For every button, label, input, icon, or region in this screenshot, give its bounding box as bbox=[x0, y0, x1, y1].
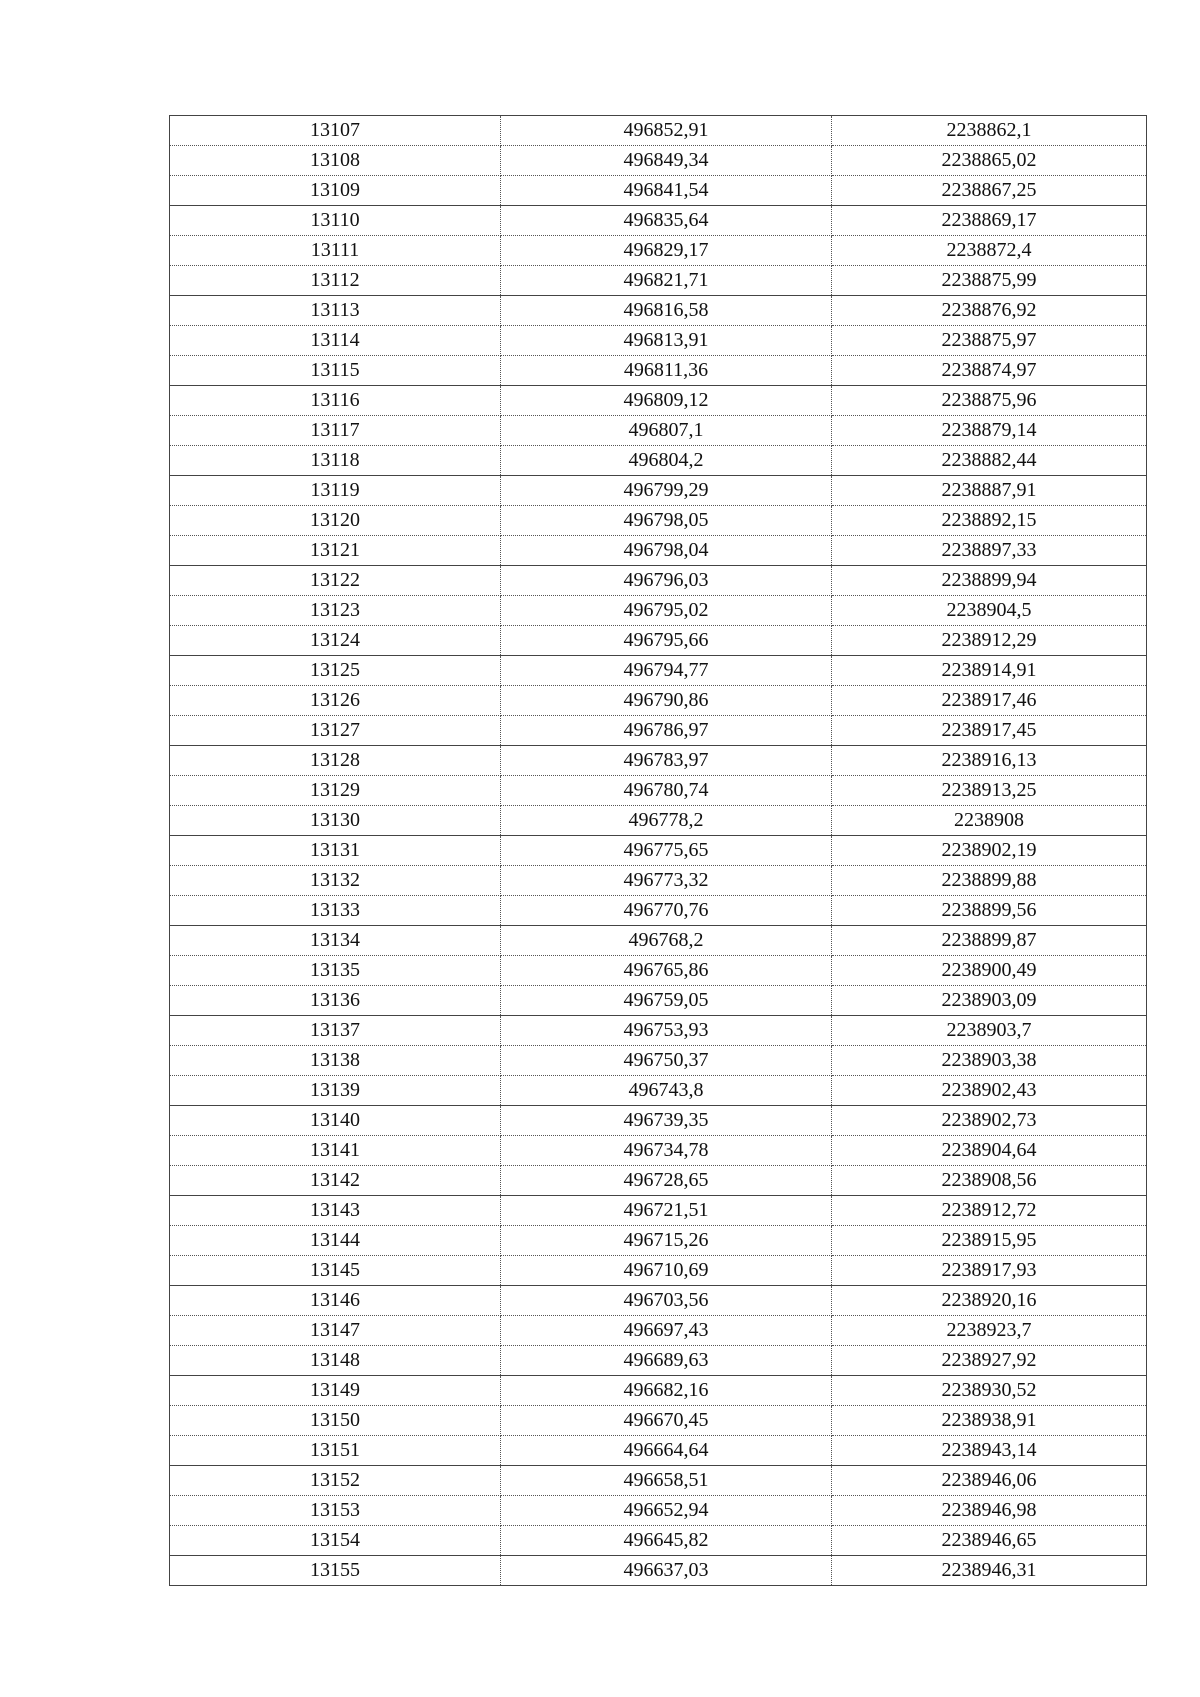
y-coordinate-cell: 2238927,92 bbox=[832, 1346, 1147, 1376]
table-row bbox=[170, 746, 1147, 776]
point-number-cell: 13141 bbox=[170, 1136, 501, 1166]
x-coordinate-cell: 496780,74 bbox=[501, 776, 832, 806]
x-coordinate-cell: 496795,02 bbox=[501, 596, 832, 626]
y-coordinate-cell: 2238917,45 bbox=[832, 716, 1147, 746]
y-coordinate-cell: 2238865,02 bbox=[832, 146, 1147, 176]
point-number-cell: 13118 bbox=[170, 446, 501, 476]
point-number-cell: 13124 bbox=[170, 626, 501, 656]
y-coordinate-cell: 2238938,91 bbox=[832, 1406, 1147, 1436]
point-number-cell: 13107 bbox=[170, 116, 501, 146]
x-coordinate-cell: 496809,12 bbox=[501, 386, 832, 416]
x-coordinate-cell: 496703,56 bbox=[501, 1286, 832, 1316]
point-number-cell: 13145 bbox=[170, 1256, 501, 1286]
table-row bbox=[170, 626, 1147, 656]
y-coordinate-cell: 2238899,56 bbox=[832, 896, 1147, 926]
x-coordinate-cell: 496739,35 bbox=[501, 1106, 832, 1136]
table-row bbox=[170, 956, 1147, 986]
y-coordinate-cell: 2238904,64 bbox=[832, 1136, 1147, 1166]
point-number-cell: 13155 bbox=[170, 1556, 501, 1586]
point-number-cell: 13110 bbox=[170, 206, 501, 236]
y-coordinate-cell: 2238946,31 bbox=[832, 1556, 1147, 1586]
table-row bbox=[170, 866, 1147, 896]
x-coordinate-cell: 496775,65 bbox=[501, 836, 832, 866]
table-row bbox=[170, 356, 1147, 386]
x-coordinate-cell: 496804,2 bbox=[501, 446, 832, 476]
x-coordinate-cell: 496743,8 bbox=[501, 1076, 832, 1106]
point-number-cell: 13122 bbox=[170, 566, 501, 596]
y-coordinate-cell: 2238899,87 bbox=[832, 926, 1147, 956]
y-coordinate-cell: 2238892,15 bbox=[832, 506, 1147, 536]
point-number-cell: 13114 bbox=[170, 326, 501, 356]
y-coordinate-cell: 2238923,7 bbox=[832, 1316, 1147, 1346]
point-number-cell: 13140 bbox=[170, 1106, 501, 1136]
x-coordinate-cell: 496652,94 bbox=[501, 1496, 832, 1526]
x-coordinate-cell: 496852,91 bbox=[501, 116, 832, 146]
table-row bbox=[170, 926, 1147, 956]
point-number-cell: 13129 bbox=[170, 776, 501, 806]
x-coordinate-cell: 496807,1 bbox=[501, 416, 832, 446]
y-coordinate-cell: 2238943,14 bbox=[832, 1436, 1147, 1466]
table-row bbox=[170, 1466, 1147, 1496]
coordinate-table-body bbox=[170, 116, 1147, 1586]
y-coordinate-cell: 2238899,94 bbox=[832, 566, 1147, 596]
x-coordinate-cell: 496734,78 bbox=[501, 1136, 832, 1166]
point-number-cell: 13112 bbox=[170, 266, 501, 296]
point-number-cell: 13120 bbox=[170, 506, 501, 536]
x-coordinate-cell: 496790,86 bbox=[501, 686, 832, 716]
x-coordinate-cell: 496811,36 bbox=[501, 356, 832, 386]
point-number-cell: 13149 bbox=[170, 1376, 501, 1406]
table-row bbox=[170, 1316, 1147, 1346]
y-coordinate-cell: 2238915,95 bbox=[832, 1226, 1147, 1256]
table-row bbox=[170, 776, 1147, 806]
y-coordinate-cell: 2238872,4 bbox=[832, 236, 1147, 266]
point-number-cell: 13144 bbox=[170, 1226, 501, 1256]
x-coordinate-cell: 496798,04 bbox=[501, 536, 832, 566]
x-coordinate-cell: 496715,26 bbox=[501, 1226, 832, 1256]
table-row bbox=[170, 986, 1147, 1016]
table-row bbox=[170, 476, 1147, 506]
point-number-cell: 13139 bbox=[170, 1076, 501, 1106]
point-number-cell: 13108 bbox=[170, 146, 501, 176]
table-row bbox=[170, 1076, 1147, 1106]
y-coordinate-cell: 2238914,91 bbox=[832, 656, 1147, 686]
y-coordinate-cell: 2238916,13 bbox=[832, 746, 1147, 776]
y-coordinate-cell: 2238912,29 bbox=[832, 626, 1147, 656]
table-row bbox=[170, 146, 1147, 176]
point-number-cell: 13137 bbox=[170, 1016, 501, 1046]
y-coordinate-cell: 2238908 bbox=[832, 806, 1147, 836]
x-coordinate-cell: 496768,2 bbox=[501, 926, 832, 956]
x-coordinate-cell: 496710,69 bbox=[501, 1256, 832, 1286]
table-row bbox=[170, 1376, 1147, 1406]
table-row bbox=[170, 716, 1147, 746]
table-row bbox=[170, 596, 1147, 626]
x-coordinate-cell: 496697,43 bbox=[501, 1316, 832, 1346]
x-coordinate-cell: 496658,51 bbox=[501, 1466, 832, 1496]
x-coordinate-cell: 496773,32 bbox=[501, 866, 832, 896]
table-row bbox=[170, 1556, 1147, 1586]
y-coordinate-cell: 2238867,25 bbox=[832, 176, 1147, 206]
table-row bbox=[170, 656, 1147, 686]
y-coordinate-cell: 2238946,06 bbox=[832, 1466, 1147, 1496]
point-number-cell: 13117 bbox=[170, 416, 501, 446]
table-row bbox=[170, 836, 1147, 866]
x-coordinate-cell: 496798,05 bbox=[501, 506, 832, 536]
table-row bbox=[170, 1496, 1147, 1526]
table-row bbox=[170, 326, 1147, 356]
x-coordinate-cell: 496670,45 bbox=[501, 1406, 832, 1436]
point-number-cell: 13115 bbox=[170, 356, 501, 386]
point-number-cell: 13154 bbox=[170, 1526, 501, 1556]
point-number-cell: 13130 bbox=[170, 806, 501, 836]
x-coordinate-cell: 496796,03 bbox=[501, 566, 832, 596]
point-number-cell: 13150 bbox=[170, 1406, 501, 1436]
point-number-cell: 13132 bbox=[170, 866, 501, 896]
x-coordinate-cell: 496721,51 bbox=[501, 1196, 832, 1226]
table-row bbox=[170, 1346, 1147, 1376]
table-row bbox=[170, 1046, 1147, 1076]
y-coordinate-cell: 2238903,09 bbox=[832, 986, 1147, 1016]
x-coordinate-cell: 496765,86 bbox=[501, 956, 832, 986]
point-number-cell: 13152 bbox=[170, 1466, 501, 1496]
point-number-cell: 13153 bbox=[170, 1496, 501, 1526]
y-coordinate-cell: 2238904,5 bbox=[832, 596, 1147, 626]
x-coordinate-cell: 496778,2 bbox=[501, 806, 832, 836]
table-row bbox=[170, 1016, 1147, 1046]
y-coordinate-cell: 2238902,43 bbox=[832, 1076, 1147, 1106]
point-number-cell: 13136 bbox=[170, 986, 501, 1016]
point-number-cell: 13127 bbox=[170, 716, 501, 746]
point-number-cell: 13131 bbox=[170, 836, 501, 866]
table-row bbox=[170, 206, 1147, 236]
x-coordinate-cell: 496645,82 bbox=[501, 1526, 832, 1556]
y-coordinate-cell: 2238875,96 bbox=[832, 386, 1147, 416]
y-coordinate-cell: 2238902,19 bbox=[832, 836, 1147, 866]
y-coordinate-cell: 2238946,65 bbox=[832, 1526, 1147, 1556]
x-coordinate-cell: 496637,03 bbox=[501, 1556, 832, 1586]
point-number-cell: 13113 bbox=[170, 296, 501, 326]
table-row bbox=[170, 1436, 1147, 1466]
y-coordinate-cell: 2238869,17 bbox=[832, 206, 1147, 236]
x-coordinate-cell: 496753,93 bbox=[501, 1016, 832, 1046]
point-number-cell: 13121 bbox=[170, 536, 501, 566]
y-coordinate-cell: 2238879,14 bbox=[832, 416, 1147, 446]
y-coordinate-cell: 2238862,1 bbox=[832, 116, 1147, 146]
table-row bbox=[170, 386, 1147, 416]
point-number-cell: 13123 bbox=[170, 596, 501, 626]
y-coordinate-cell: 2238903,38 bbox=[832, 1046, 1147, 1076]
y-coordinate-cell: 2238897,33 bbox=[832, 536, 1147, 566]
y-coordinate-cell: 2238900,49 bbox=[832, 956, 1147, 986]
table-row bbox=[170, 1226, 1147, 1256]
x-coordinate-cell: 496750,37 bbox=[501, 1046, 832, 1076]
point-number-cell: 13125 bbox=[170, 656, 501, 686]
table-row bbox=[170, 536, 1147, 566]
x-coordinate-cell: 496689,63 bbox=[501, 1346, 832, 1376]
y-coordinate-cell: 2238917,46 bbox=[832, 686, 1147, 716]
y-coordinate-cell: 2238903,7 bbox=[832, 1016, 1147, 1046]
y-coordinate-cell: 2238874,97 bbox=[832, 356, 1147, 386]
y-coordinate-cell: 2238875,99 bbox=[832, 266, 1147, 296]
table-row bbox=[170, 1256, 1147, 1286]
x-coordinate-cell: 496799,29 bbox=[501, 476, 832, 506]
y-coordinate-cell: 2238887,91 bbox=[832, 476, 1147, 506]
point-number-cell: 13126 bbox=[170, 686, 501, 716]
table-row bbox=[170, 1136, 1147, 1166]
table-row bbox=[170, 176, 1147, 206]
point-number-cell: 13133 bbox=[170, 896, 501, 926]
table-row bbox=[170, 1196, 1147, 1226]
x-coordinate-cell: 496813,91 bbox=[501, 326, 832, 356]
y-coordinate-cell: 2238920,16 bbox=[832, 1286, 1147, 1316]
x-coordinate-cell: 496795,66 bbox=[501, 626, 832, 656]
point-number-cell: 13135 bbox=[170, 956, 501, 986]
point-number-cell: 13109 bbox=[170, 176, 501, 206]
y-coordinate-cell: 2238912,72 bbox=[832, 1196, 1147, 1226]
point-number-cell: 13143 bbox=[170, 1196, 501, 1226]
point-number-cell: 13119 bbox=[170, 476, 501, 506]
x-coordinate-cell: 496783,97 bbox=[501, 746, 832, 776]
x-coordinate-cell: 496664,64 bbox=[501, 1436, 832, 1466]
x-coordinate-cell: 496728,65 bbox=[501, 1166, 832, 1196]
point-number-cell: 13147 bbox=[170, 1316, 501, 1346]
table-row bbox=[170, 236, 1147, 266]
y-coordinate-cell: 2238902,73 bbox=[832, 1106, 1147, 1136]
table-row bbox=[170, 116, 1147, 146]
point-number-cell: 13116 bbox=[170, 386, 501, 416]
table-row bbox=[170, 1106, 1147, 1136]
x-coordinate-cell: 496786,97 bbox=[501, 716, 832, 746]
table-row bbox=[170, 1166, 1147, 1196]
table-row bbox=[170, 506, 1147, 536]
point-number-cell: 13138 bbox=[170, 1046, 501, 1076]
table-row bbox=[170, 686, 1147, 716]
y-coordinate-cell: 2238917,93 bbox=[832, 1256, 1147, 1286]
table-row bbox=[170, 806, 1147, 836]
x-coordinate-cell: 496835,64 bbox=[501, 206, 832, 236]
point-number-cell: 13134 bbox=[170, 926, 501, 956]
table-row bbox=[170, 1526, 1147, 1556]
point-number-cell: 13148 bbox=[170, 1346, 501, 1376]
y-coordinate-cell: 2238882,44 bbox=[832, 446, 1147, 476]
table-row bbox=[170, 266, 1147, 296]
x-coordinate-cell: 496682,16 bbox=[501, 1376, 832, 1406]
y-coordinate-cell: 2238899,88 bbox=[832, 866, 1147, 896]
x-coordinate-cell: 496821,71 bbox=[501, 266, 832, 296]
table-row bbox=[170, 896, 1147, 926]
table-row bbox=[170, 446, 1147, 476]
x-coordinate-cell: 496841,54 bbox=[501, 176, 832, 206]
x-coordinate-cell: 496770,76 bbox=[501, 896, 832, 926]
point-number-cell: 13128 bbox=[170, 746, 501, 776]
table-row bbox=[170, 1406, 1147, 1436]
y-coordinate-cell: 2238908,56 bbox=[832, 1166, 1147, 1196]
x-coordinate-cell: 496759,05 bbox=[501, 986, 832, 1016]
x-coordinate-cell: 496816,58 bbox=[501, 296, 832, 326]
y-coordinate-cell: 2238913,25 bbox=[832, 776, 1147, 806]
y-coordinate-cell: 2238876,92 bbox=[832, 296, 1147, 326]
point-number-cell: 13146 bbox=[170, 1286, 501, 1316]
y-coordinate-cell: 2238875,97 bbox=[832, 326, 1147, 356]
table-row bbox=[170, 1286, 1147, 1316]
y-coordinate-cell: 2238930,52 bbox=[832, 1376, 1147, 1406]
point-number-cell: 13151 bbox=[170, 1436, 501, 1466]
table-row bbox=[170, 566, 1147, 596]
y-coordinate-cell: 2238946,98 bbox=[832, 1496, 1147, 1526]
table-row bbox=[170, 296, 1147, 326]
point-number-cell: 13111 bbox=[170, 236, 501, 266]
point-number-cell: 13142 bbox=[170, 1166, 501, 1196]
coordinate-table bbox=[169, 115, 1147, 1586]
x-coordinate-cell: 496794,77 bbox=[501, 656, 832, 686]
table-row bbox=[170, 416, 1147, 446]
x-coordinate-cell: 496829,17 bbox=[501, 236, 832, 266]
x-coordinate-cell: 496849,34 bbox=[501, 146, 832, 176]
